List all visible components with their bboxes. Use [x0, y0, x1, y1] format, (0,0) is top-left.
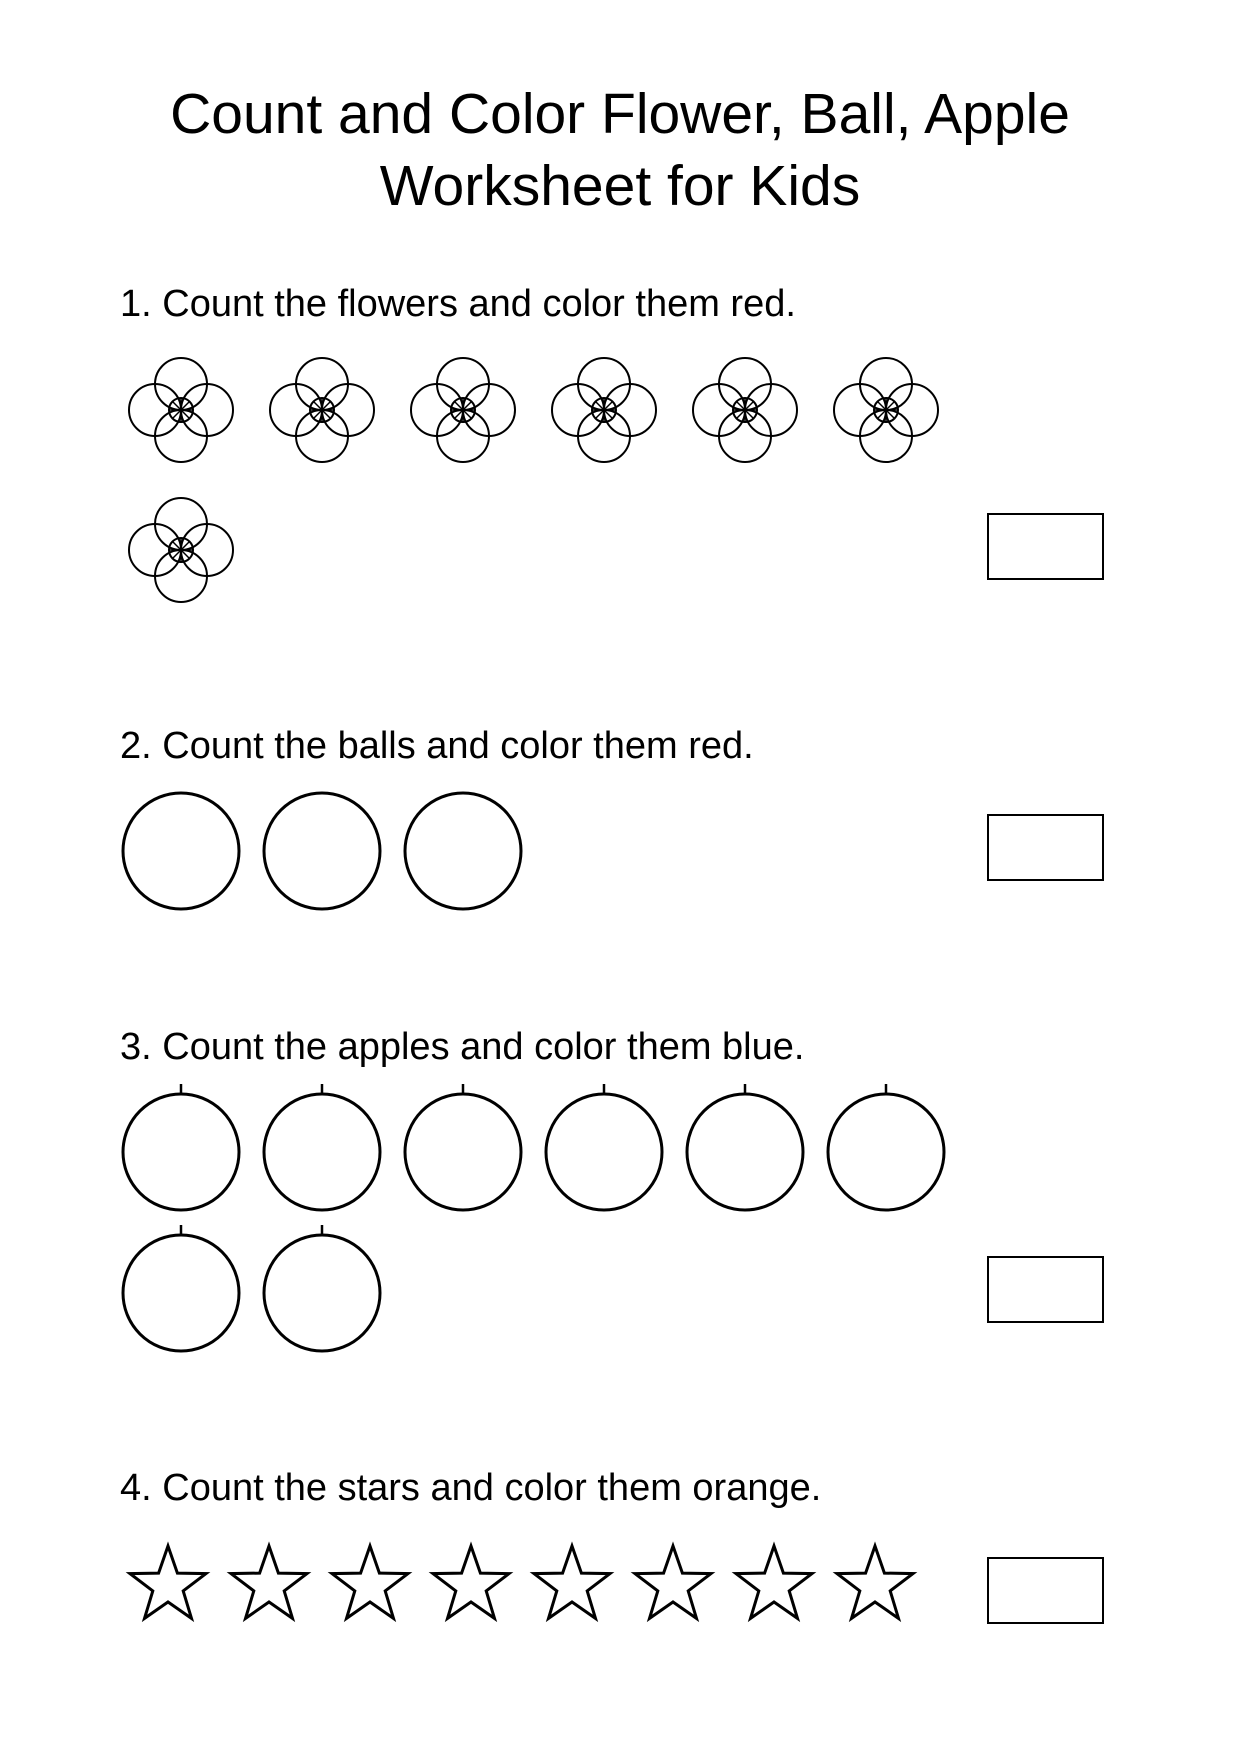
question-4-label: 4. Count the stars and color them orange.	[120, 1467, 822, 1509]
apple-icon	[123, 1225, 239, 1351]
answer-box-stars[interactable]	[987, 1557, 1104, 1624]
apple-icon	[405, 1084, 521, 1210]
question-1-label: 1. Count the flowers and color them red.	[120, 283, 796, 325]
apple-icon	[123, 1084, 239, 1210]
apple-icon	[546, 1084, 662, 1210]
flower-icon	[129, 498, 233, 602]
flower-icon	[552, 358, 656, 462]
answer-box-flowers[interactable]	[987, 513, 1104, 580]
flower-icon	[270, 358, 374, 462]
answer-box-balls[interactable]	[987, 814, 1104, 881]
flower-icon	[693, 358, 797, 462]
apple-icon	[687, 1084, 803, 1210]
flower-icon	[411, 358, 515, 462]
flower-icon	[834, 358, 938, 462]
worksheet-title	[0, 78, 1240, 222]
star-icon	[231, 1546, 307, 1618]
star-icon	[130, 1546, 206, 1618]
ball-icon	[405, 793, 521, 909]
flower-icon	[129, 358, 233, 462]
star-icon	[837, 1546, 913, 1618]
star-icon	[332, 1546, 408, 1618]
star-icon	[534, 1546, 610, 1618]
answer-box-apples[interactable]	[987, 1256, 1104, 1323]
star-icon	[433, 1546, 509, 1618]
title-line-1: Count and Color Flower, Ball, Apple	[170, 82, 1070, 146]
star-icon	[736, 1546, 812, 1618]
apple-icon	[264, 1084, 380, 1210]
question-3-label: 3. Count the apples and color them blue.	[120, 1026, 805, 1068]
star-icon	[635, 1546, 711, 1618]
title-line-2: Worksheet for Kids	[379, 154, 861, 218]
question-2-label: 2. Count the balls and color them red.	[120, 725, 754, 767]
ball-icon	[264, 793, 380, 909]
apple-icon	[828, 1084, 944, 1210]
ball-icon	[123, 793, 239, 909]
apple-icon	[264, 1225, 380, 1351]
